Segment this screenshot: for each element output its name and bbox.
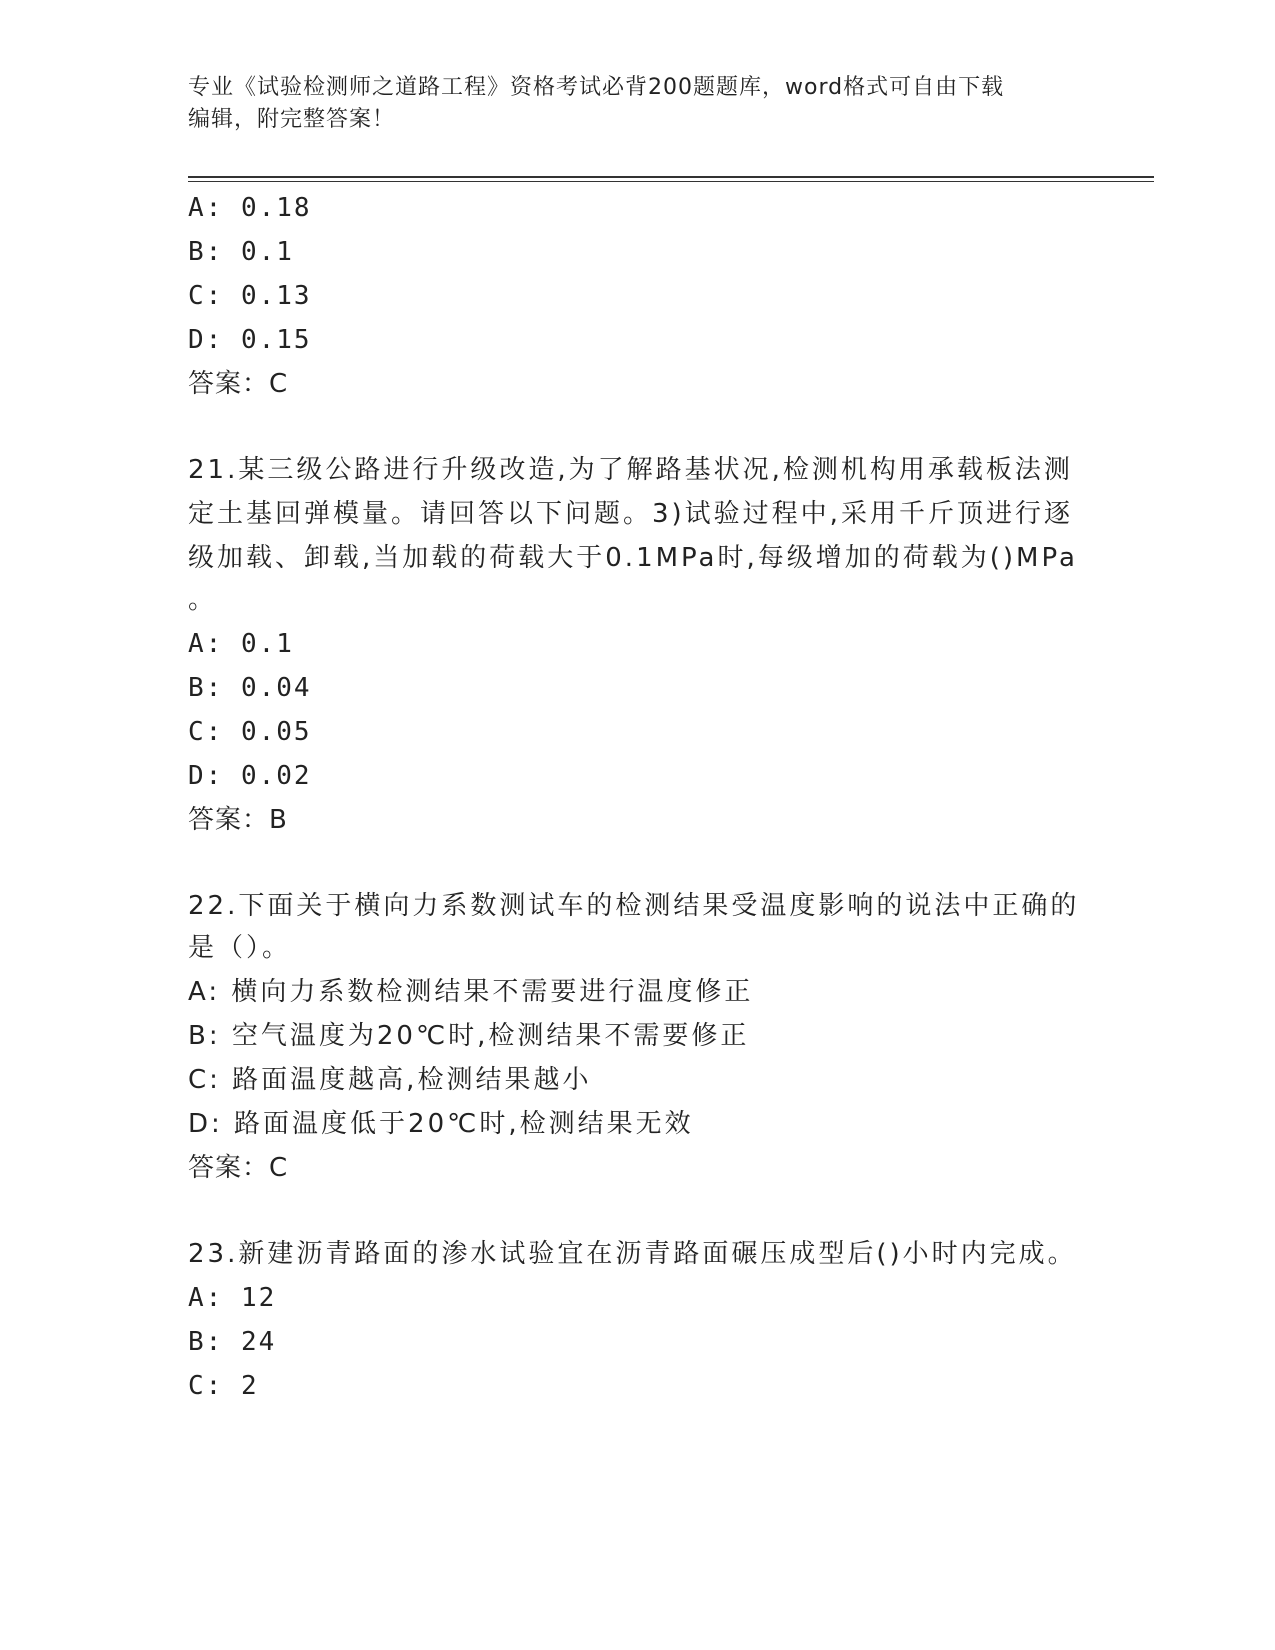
q23-option-c: C: 2	[188, 1371, 259, 1401]
q20-option-b: B: 0.1	[188, 237, 294, 267]
q21-text-line-3: 级加载、卸载,当加载的荷载大于0.1MPa时,每级增加的荷载为()MPa	[188, 543, 1078, 573]
q20-option-a: A: 0.18	[188, 193, 312, 223]
q21-text-line-1: 21.某三级公路进行升级改造,为了解路基状况,检测机构用承载板法测	[188, 455, 1073, 485]
q21-option-b: B: 0.04	[188, 673, 312, 703]
q22-answer: 答案：C	[188, 1153, 289, 1183]
q22-option-b: B: 空气温度为20℃时,检测结果不需要修正	[188, 1021, 750, 1051]
q20-option-c: C: 0.13	[188, 281, 312, 311]
document-header	[188, 72, 1088, 136]
q21-option-a: A: 0.1	[188, 629, 294, 659]
q22-text-line-1: 22.下面关于横向力系数测试车的检测结果受温度影响的说法中正确的	[188, 891, 1080, 921]
q20-option-d: D: 0.15	[188, 325, 312, 355]
q22-text-line-2: 是（）。	[188, 933, 292, 963]
q20-answer: 答案：C	[188, 369, 289, 399]
q23-option-b: B: 24	[188, 1327, 277, 1357]
header-line-2: 编辑，附完整答案！	[188, 107, 396, 132]
header-divider	[188, 176, 1154, 178]
q22-option-d: D: 路面温度低于20℃时,检测结果无效	[188, 1109, 694, 1139]
q21-text-line-4: 。	[188, 585, 218, 615]
q21-text-line-2: 定土基回弹模量。请回答以下问题。3)试验过程中,采用千斤顶进行逐	[188, 499, 1073, 529]
q23-option-a: A: 12	[188, 1283, 277, 1313]
q23-text-line-1: 23.新建沥青路面的渗水试验宜在沥青路面碾压成型后()小时内完成。	[188, 1239, 1077, 1269]
q22-option-c: C: 路面温度越高,检测结果越小	[188, 1065, 592, 1095]
q21-answer: 答案：B	[188, 805, 288, 835]
q21-option-d: D: 0.02	[188, 761, 312, 791]
q22-option-a: A: 横向力系数检测结果不需要进行温度修正	[188, 977, 754, 1007]
header-line-1: 专业《试验检测师之道路工程》资格考试必背200题题库，word格式可自由下载	[188, 75, 1005, 100]
header-divider-thin	[188, 181, 1154, 182]
q21-option-c: C: 0.05	[188, 717, 312, 747]
